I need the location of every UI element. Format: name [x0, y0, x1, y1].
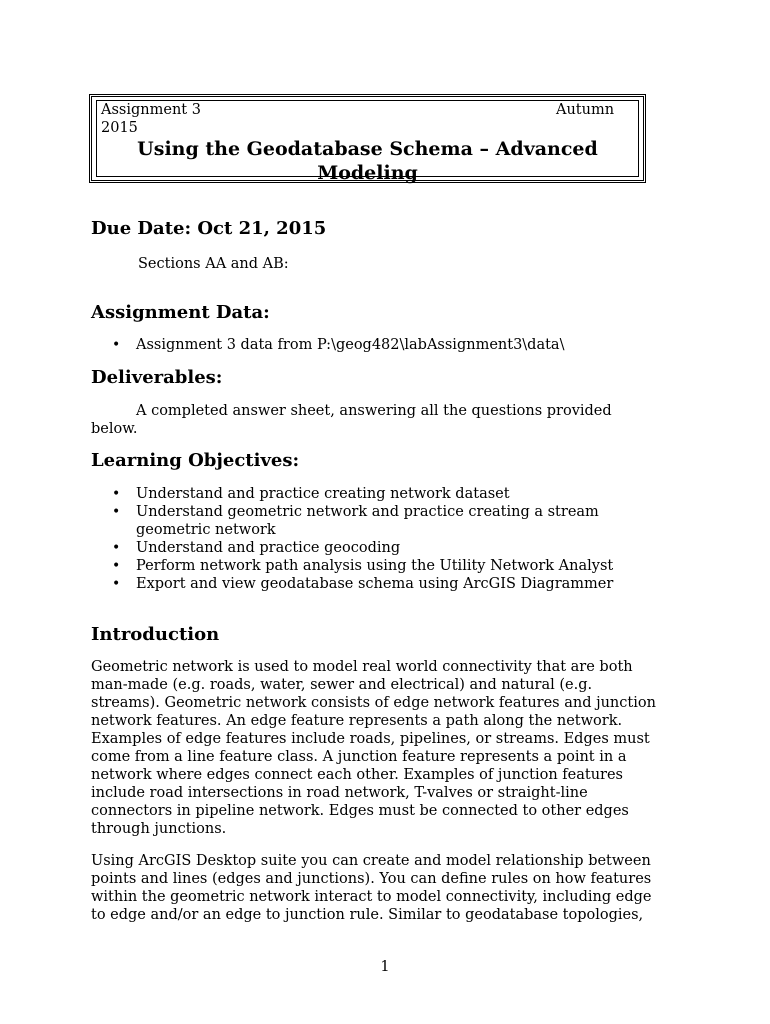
deliverables-heading: Deliverables: — [91, 367, 223, 388]
deliverables-paragraph — [91, 402, 691, 438]
paragraph-line: include road intersections in road network, T-valves or straight-line — [91, 785, 588, 801]
paragraph-line: streams). Geometric network consists of edge network features and junction — [91, 695, 656, 711]
deliverables-line-1: A completed answer sheet, answering all the questions provided — [136, 403, 612, 419]
list-item — [0, 575, 641, 593]
paragraph-line: Geometric network is used to model real world connectivity that are both — [91, 659, 633, 675]
bullet-icon: • — [112, 504, 121, 520]
assignment-data-heading: Assignment Data: — [91, 302, 270, 323]
learning-objectives-list — [0, 485, 770, 593]
list-item-text: Assignment 3 data from P:\geog482\labAssignment3\data\ — [136, 337, 565, 353]
bullet-icon: • — [112, 486, 121, 502]
paragraph-line: to edge and/or an edge to junction rule. Similar to geodatabase topologies, — [91, 907, 644, 923]
deliverables-line-2: below. — [91, 421, 138, 437]
title-line-1: Using the Geodatabase Schema – Advanced — [137, 138, 598, 160]
list-item — [0, 557, 641, 575]
paragraph-line: network features. An edge feature represents a path along the network. — [91, 713, 623, 729]
paragraph-line: come from a line feature class. A junction feature represents a point in a — [91, 749, 627, 765]
bullet-icon: • — [112, 558, 121, 574]
list-item-text: Export and view geodatabase schema using ArcGIS Diagrammer — [136, 576, 614, 592]
introduction-paragraph-2 — [91, 852, 691, 924]
list-item-continuation — [0, 521, 641, 539]
due-date-heading: Due Date: Oct 21, 2015 — [91, 218, 327, 239]
page-number: 1 — [380, 959, 390, 975]
paragraph-line: man-made (e.g. roads, water, sewer and electrical) and natural (e.g. — [91, 677, 593, 693]
list-item-text: Perform network path analysis using the Utility Network Analyst — [136, 558, 614, 574]
bullet-icon: • — [112, 540, 121, 556]
title-line-2: Modeling — [317, 162, 418, 184]
season-label: Autumn — [556, 102, 615, 118]
list-item-text: geometric network — [136, 522, 276, 538]
header-line-1 — [101, 101, 641, 119]
bullet-icon: • — [112, 337, 121, 353]
list-item-text: Understand geometric network and practice creating a stream — [136, 504, 599, 520]
year-label: 2015 — [101, 120, 138, 136]
paragraph-line: connectors in pipeline network. Edges must be connected to other edges — [91, 803, 629, 819]
introduction-paragraph-1 — [91, 658, 691, 838]
introduction-heading: Introduction — [91, 624, 220, 645]
list-item — [0, 485, 641, 503]
assignment-label: Assignment 3 — [101, 102, 201, 118]
bullet-icon: • — [112, 576, 121, 592]
header-box — [89, 94, 646, 183]
paragraph-line: within the geometric network interact to model connectivity, including edge — [91, 889, 652, 905]
assignment-data-list — [0, 336, 770, 354]
list-item — [0, 503, 641, 521]
paragraph-line: network where edges connect each other. Examples of junction features — [91, 767, 623, 783]
list-item-text: Understand and practice geocoding — [136, 540, 401, 556]
learning-objectives-heading: Learning Objectives: — [91, 450, 300, 471]
sections-text: Sections AA and AB: — [138, 256, 289, 272]
paragraph-line: Using ArcGIS Desktop suite you can create and model relationship between — [91, 853, 651, 869]
paragraph-line: Examples of edge features include roads, pipelines, or streams. Edges must — [91, 731, 650, 747]
list-item-text: Understand and practice creating network dataset — [136, 486, 510, 502]
document-title — [92, 137, 643, 185]
paragraph-line: points and lines (edges and junctions). You can define rules on how features — [91, 871, 652, 887]
paragraph-line: through junctions. — [91, 821, 227, 837]
list-item — [0, 539, 641, 557]
list-item — [0, 336, 641, 354]
